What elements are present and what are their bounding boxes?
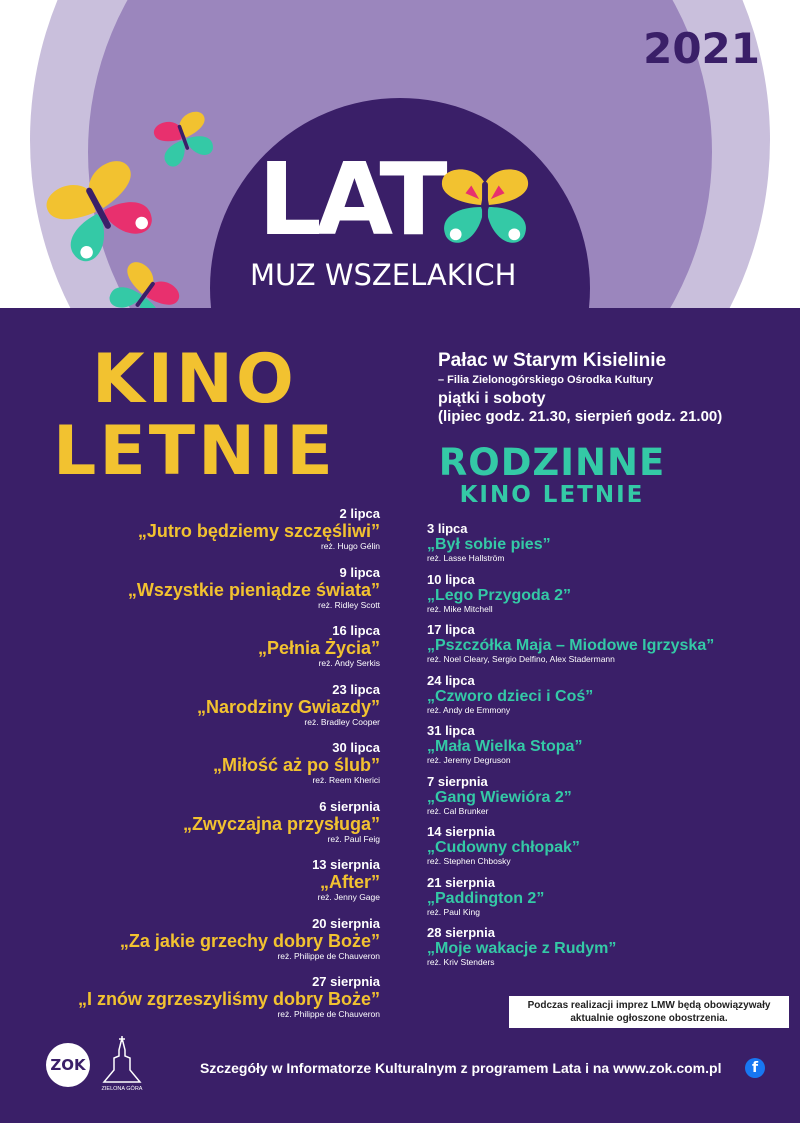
film-date: 24 lipca <box>427 672 475 688</box>
film-director: reż. Stephen Chbosky <box>427 856 511 866</box>
venue-info <box>438 350 722 425</box>
kino-letnie-title <box>53 340 336 491</box>
film-title: „Zwyczajna przysługa” <box>182 813 380 834</box>
logo-subtitle: MUZ WSZELAKICH <box>250 258 517 292</box>
film-date: 13 sierpnia <box>312 857 380 872</box>
film-date: 14 sierpnia <box>427 824 495 839</box>
film-director: reż. Hugo Gélin <box>320 541 380 551</box>
film-title: „Był sobie pies” <box>427 536 551 553</box>
list-item <box>427 622 787 673</box>
film-title: „Moje wakacje z Rudym” <box>427 940 617 957</box>
venue-name: Pałac w Starym Kisielinie <box>438 350 667 371</box>
film-date: 30 lipca <box>332 740 380 755</box>
film-date: 21 sierpnia <box>427 874 495 890</box>
film-date: 6 sierpnia <box>319 798 380 814</box>
list-item <box>427 824 787 875</box>
list-item <box>0 974 380 1033</box>
list-item <box>0 857 380 916</box>
zok-logo[interactable]: ZOK <box>46 1043 90 1087</box>
kino-line1: KINO <box>92 340 297 419</box>
list-item <box>427 875 787 926</box>
film-date: 10 lipca <box>427 571 475 587</box>
film-title: „Pełnia Życia” <box>257 638 380 658</box>
year: 2021 <box>643 24 760 73</box>
film-director: reż. Cal Brunker <box>427 805 489 816</box>
rodzinne-line2: KINO LETNIE <box>459 482 645 508</box>
list-item <box>0 506 380 565</box>
film-director: reż. Kriv Stenders <box>427 957 495 967</box>
film-title: „I znów zgrzeszyliśmy dobry Boże” <box>77 989 380 1009</box>
film-title: „Czworo dzieci i Coś” <box>427 687 594 705</box>
film-date: 27 sierpnia <box>312 974 380 989</box>
list-item <box>427 774 787 825</box>
restrictions-notice <box>509 996 789 1028</box>
city-tower-icon <box>100 1036 144 1086</box>
film-date: 16 lipca <box>332 623 380 638</box>
list-item <box>0 740 380 799</box>
film-title: „Lego Przygoda 2” <box>427 586 572 604</box>
list-item <box>427 925 787 976</box>
rodzinne-line1: RODZINNE <box>438 441 666 484</box>
film-director: reż. Jenny Gage <box>317 892 380 902</box>
film-title: „Mała Wielka Stopa” <box>427 738 583 755</box>
film-director: reż. Paul King <box>427 906 480 917</box>
film-title: „Paddington 2” <box>427 889 545 907</box>
logo-lat: LAT <box>258 141 442 258</box>
list-item <box>427 673 787 724</box>
film-title: „Gang Wiewióra 2” <box>427 788 572 806</box>
list-item <box>0 799 380 858</box>
list-item <box>427 572 787 623</box>
film-director: reż. Lasse Hallström <box>427 553 505 563</box>
film-director: reż. Andy Serkis <box>318 658 380 668</box>
film-date: 3 lipca <box>427 521 468 536</box>
venue-hours: (lipiec godz. 21.30, sierpień godz. 21.00) <box>438 408 723 425</box>
kino-letnie-list <box>0 506 380 1033</box>
film-director: reż. Philippe de Chauveron <box>277 1009 380 1019</box>
city-label: ZIELONA GÓRA <box>101 1086 143 1092</box>
venue-branch: – Filia Zielonogórskiego Ośrodka Kultury <box>438 374 654 386</box>
film-title: „Miłość aż po ślub” <box>212 755 380 775</box>
header-area <box>0 0 800 308</box>
film-director: reż. Ridley Scott <box>318 599 380 610</box>
venue-days: piątki i soboty <box>438 390 546 407</box>
notice-line1: Podczas realizacji imprez LMW będą obowiązywały <box>527 1000 771 1011</box>
film-director: reż. Bradley Cooper <box>304 716 380 727</box>
film-date: 23 lipca <box>332 681 380 697</box>
film-date: 2 lipca <box>339 506 380 521</box>
logo-butterfly-icon <box>436 164 534 248</box>
list-item <box>427 521 787 572</box>
film-title: „After” <box>319 872 380 892</box>
list-item <box>0 682 380 741</box>
list-item <box>0 565 380 624</box>
film-title: „Pszczółka Maja – Miodowe Igrzyska” <box>427 637 715 654</box>
film-director: reż. Reem Kherici <box>312 775 380 785</box>
rodzinne-title <box>422 441 682 508</box>
film-director: reż. Jeremy Degruson <box>427 755 511 765</box>
film-date: 9 lipca <box>339 564 380 580</box>
film-date: 20 sierpnia <box>312 915 380 931</box>
film-date: 28 sierpnia <box>427 925 495 940</box>
film-title: „Jutro będziemy szczęśliwi” <box>137 521 380 541</box>
rodzinne-list <box>427 521 787 976</box>
film-date: 31 lipca <box>427 723 475 738</box>
film-director: reż. Andy de Emmony <box>427 704 511 715</box>
film-director: reż. Noel Cleary, Sergio Delfino, Alex Stadermann <box>427 654 615 664</box>
notice-line2: aktualnie ogłoszone obostrzenia. <box>570 1013 728 1024</box>
film-date: 17 lipca <box>427 622 475 637</box>
kino-line2: LETNIE <box>53 412 336 491</box>
zielona-gora-logo <box>100 1036 144 1096</box>
film-director: reż. Philippe de Chauveron <box>277 950 380 961</box>
film-director: reż. Mike Mitchell <box>427 603 493 614</box>
film-date: 7 sierpnia <box>427 773 488 789</box>
facebook-icon[interactable]: f <box>745 1058 765 1078</box>
film-director: reż. Paul Feig <box>327 833 380 844</box>
film-title: „Wszystkie pieniądze świata” <box>127 579 380 600</box>
footer-text: Szczegóły w Informatorze Kulturalnym z programem Lata i na www.zok.com.pl <box>200 1060 722 1076</box>
film-title: „Za jakie grzechy dobry Boże” <box>119 930 380 951</box>
film-title: „Narodziny Gwiazdy” <box>196 696 380 717</box>
list-item <box>0 623 380 682</box>
list-item <box>0 916 380 975</box>
list-item <box>427 723 787 774</box>
film-title: „Cudowny chłopak” <box>427 839 580 856</box>
